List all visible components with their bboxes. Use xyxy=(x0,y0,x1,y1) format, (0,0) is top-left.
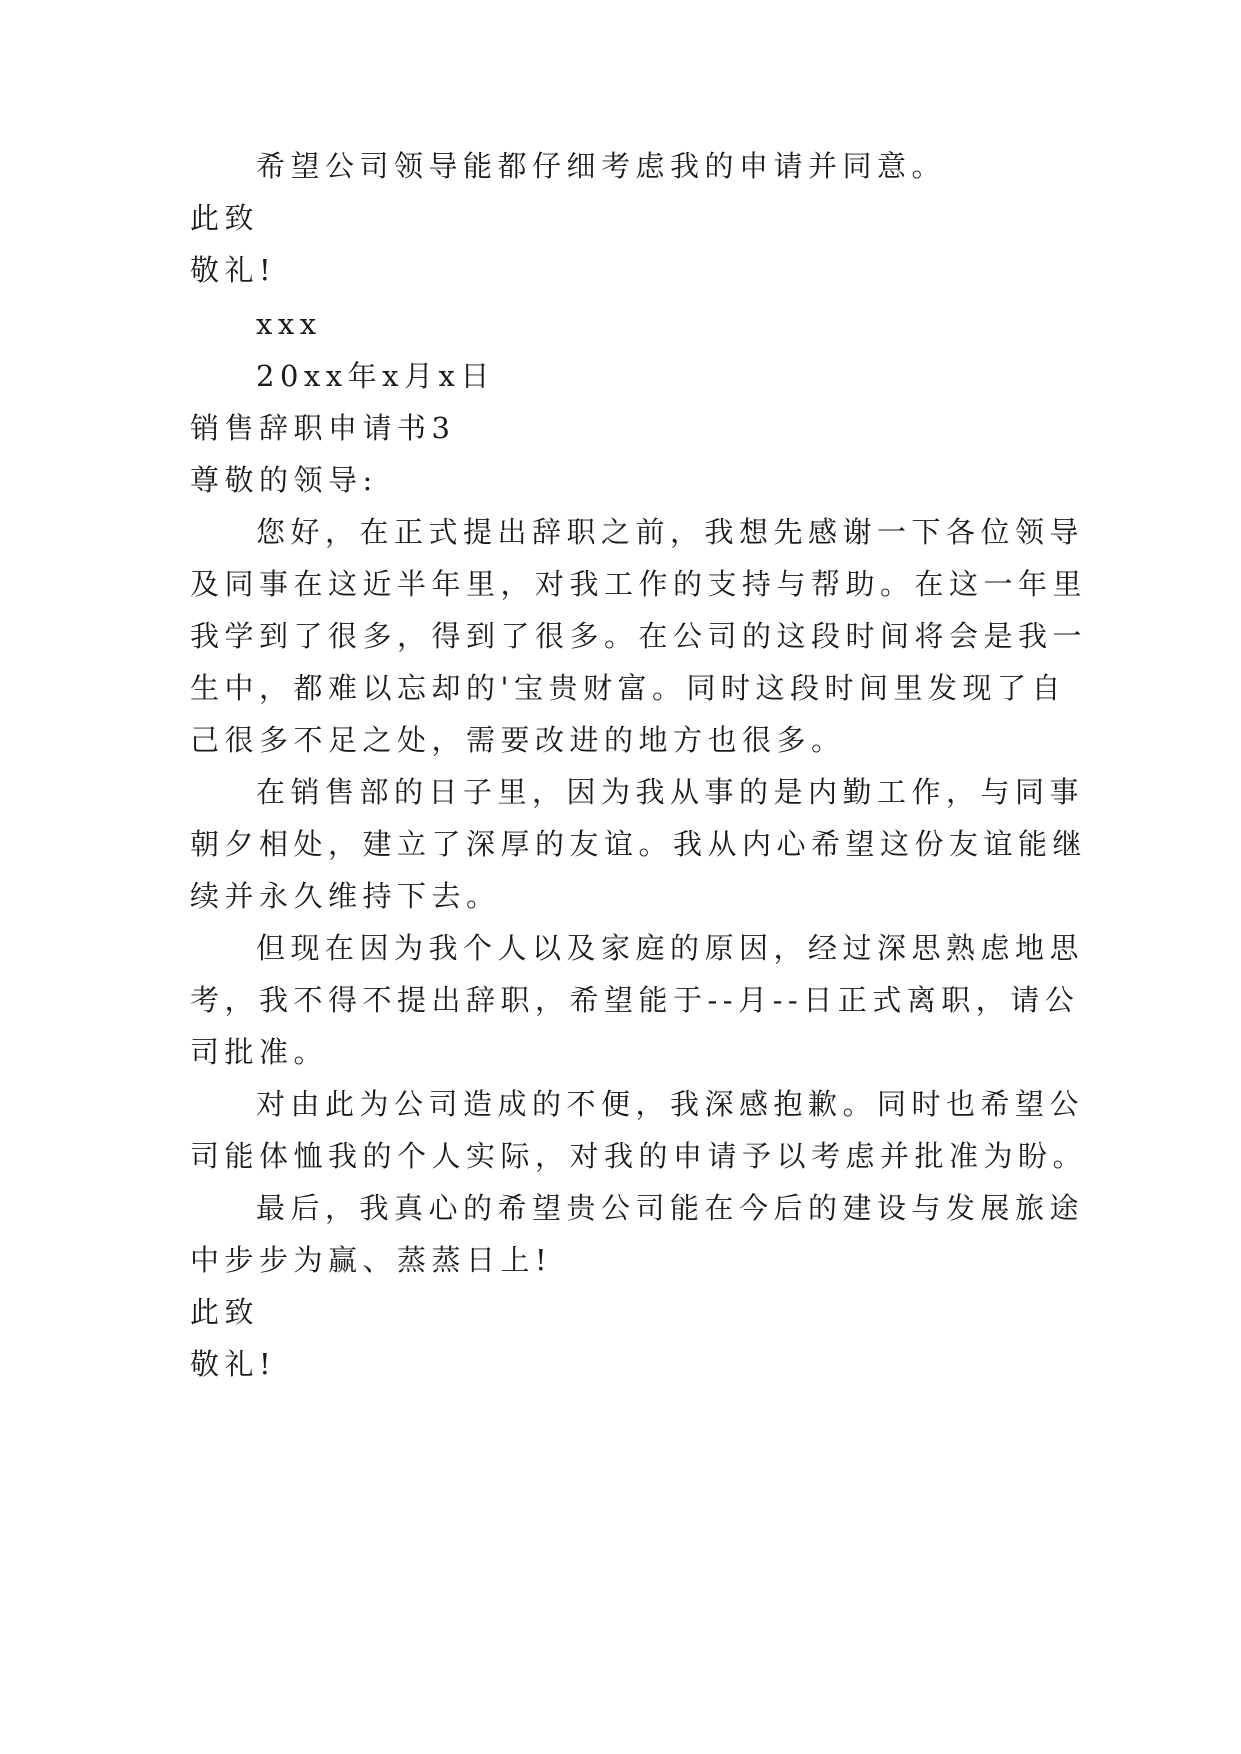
salutation-cizhi: 此致 xyxy=(190,201,260,235)
paragraph-2-line-1: 在销售部的日子里，因为我从事的是内勤工作，与同事 xyxy=(256,775,1085,809)
paragraph-1-line-1: 您好，在正式提出辞职之前，我想先感谢一下各位领导 xyxy=(256,515,1085,549)
signature-name: xxx xyxy=(256,307,322,341)
signature-date: 20xx年x月x日 xyxy=(256,359,495,393)
paragraph-1-line-2: 及同事在这近半年里，对我工作的支持与帮助。在这一年里 xyxy=(190,567,1088,601)
paragraph-5-line-2: 中步步为赢、蒸蒸日上! xyxy=(190,1243,553,1277)
paragraph-2-line-3: 续并永久维持下去。 xyxy=(190,879,501,913)
paragraph-4-line-2: 司能体恤我的个人实际，对我的申请予以考虑并批准为盼。 xyxy=(190,1139,1088,1173)
paragraph-3-line-3: 司批准。 xyxy=(190,1035,329,1069)
paragraph-1-line-4: 生中，都难以忘却的'宝贵财富。同时这段时间里发现了自 xyxy=(190,671,1066,705)
closing-request-line: 希望公司领导能都仔细考虑我的申请并同意。 xyxy=(256,149,947,183)
salutation-jingli: 敬礼! xyxy=(190,253,277,287)
paragraph-1-line-3: 我学到了很多，得到了很多。在公司的这段时间将会是我一 xyxy=(190,619,1088,653)
closing-jingli: 敬礼! xyxy=(190,1347,277,1381)
paragraph-5-line-1: 最后，我真心的希望贵公司能在今后的建设与发展旅途 xyxy=(256,1191,1085,1225)
section-title: 销售辞职申请书3 xyxy=(190,411,456,445)
closing-cizhi: 此致 xyxy=(190,1295,260,1329)
paragraph-3-line-2: 考，我不得不提出辞职，希望能于--月--日正式离职，请公 xyxy=(190,983,1080,1017)
paragraph-1-line-5: 己很多不足之处，需要改进的地方也很多。 xyxy=(190,723,846,757)
paragraph-2-line-2: 朝夕相处，建立了深厚的友谊。我从内心希望这份友谊能继 xyxy=(190,827,1088,861)
paragraph-3-line-1: 但现在因为我个人以及家庭的原因，经过深思熟虑地思 xyxy=(256,931,1085,965)
paragraph-4-line-1: 对由此为公司造成的不便，我深感抱歉。同时也希望公 xyxy=(256,1087,1085,1121)
greeting: 尊敬的领导: xyxy=(190,463,378,497)
